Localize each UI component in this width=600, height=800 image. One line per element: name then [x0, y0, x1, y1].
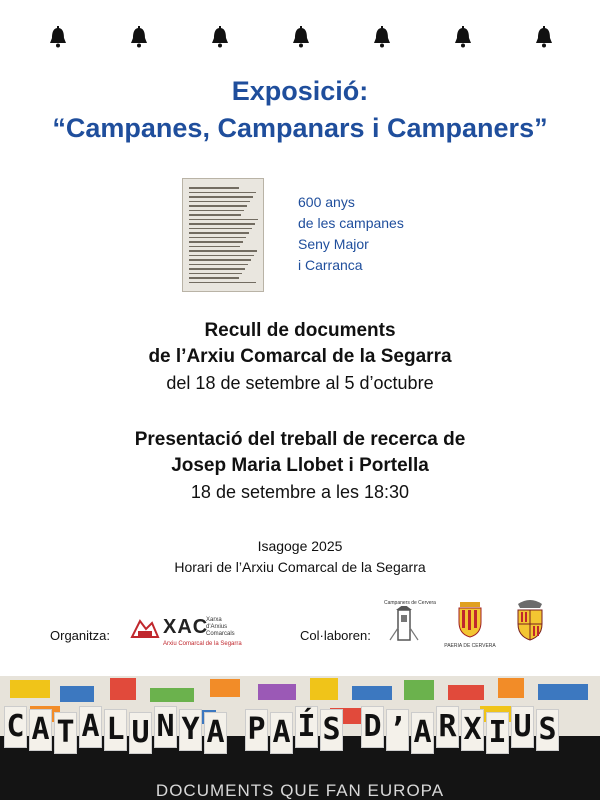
exhibition-line-1: Recull de documents [204, 320, 396, 341]
banner-motto: DOCUMENTS QUE FAN EUROPA [155, 781, 445, 800]
banner-letter: A [270, 712, 293, 754]
banner-letter: P [245, 709, 268, 751]
bell-icon [48, 26, 68, 48]
xac-logo [130, 615, 260, 647]
xac-small-line: Comarcals [206, 631, 235, 637]
manuscript-line [189, 268, 245, 270]
xac-small-line: d'Arxius [206, 624, 228, 630]
organizers-row [0, 600, 600, 650]
banner-letter: A [79, 706, 102, 748]
manuscript-line [189, 232, 249, 234]
organiza-label: Organitza: [50, 628, 110, 643]
exhibition-title [0, 74, 600, 148]
cervera-shield-icon [444, 600, 496, 638]
title-line-1: Exposició: [231, 76, 369, 106]
manuscript-line [189, 192, 256, 194]
banner-letter: T [54, 712, 77, 754]
campaners-caption: Campaners de Cervera [384, 600, 436, 606]
bell-row [0, 26, 600, 50]
manuscript-line [189, 187, 239, 189]
manuscript-line [189, 282, 256, 284]
manuscript-line [189, 205, 247, 207]
side-note-line: Seny Major [298, 236, 369, 252]
banner-letter: L [104, 709, 127, 751]
presentation-time: 18 de setembre a les 18:30 [190, 482, 410, 502]
manuscript-line [189, 264, 248, 266]
coat-of-arms-logo [512, 598, 548, 647]
manuscript-line [189, 237, 246, 239]
xac-small-line: Xarxa [206, 617, 222, 623]
banner-letter: I [486, 712, 509, 754]
side-note-line: 600 anys [298, 194, 355, 210]
manuscript-line [189, 201, 250, 203]
manuscript-line [189, 223, 255, 225]
side-note [298, 192, 404, 276]
presentation-line-2: Josep Maria Llobet i Portella [171, 455, 429, 476]
bell-icon [291, 26, 311, 48]
info-line-2: Horari de l’Arxiu Comarcal de la Segarra [174, 559, 426, 575]
banner-letter: A [29, 709, 52, 751]
manuscript-line [189, 255, 254, 257]
xac-logo-small [206, 617, 235, 638]
manuscript-line [189, 214, 241, 216]
bell-icon [210, 26, 230, 48]
campaners-logo [384, 600, 436, 647]
banner-letter: S [536, 709, 559, 751]
bell-icon [534, 26, 554, 48]
manuscript-line [189, 246, 240, 248]
manuscript-line [189, 210, 244, 212]
banner-letter: U [129, 712, 152, 754]
bell-tower-icon [384, 606, 424, 642]
banner-letter: Y [179, 709, 202, 751]
bell-icon [372, 26, 392, 48]
banner-letter: U [511, 706, 534, 748]
title-line-2: “Campanes, Campanars i Campaners” [52, 113, 548, 143]
manuscript-line [189, 250, 257, 252]
banner-letter: ’ [386, 709, 409, 751]
banner-letter: C [4, 706, 27, 748]
coat-of-arms-icon [512, 598, 548, 642]
side-note-line: de les campanes [298, 215, 404, 231]
presentation-line-1: Presentació del treball de recerca de [134, 429, 466, 450]
paeria-logo [444, 600, 496, 649]
manuscript-line [189, 196, 253, 198]
banner-letter: Í [295, 706, 318, 748]
manuscript-line [189, 259, 251, 261]
manuscript-line [189, 228, 252, 230]
manuscript-line [189, 277, 239, 279]
xac-mark-icon [130, 617, 160, 639]
banner-letters [0, 706, 600, 756]
bell-icon [453, 26, 473, 48]
presentation-block [0, 427, 600, 505]
banner-letter: N [154, 706, 177, 748]
xac-logo-text: XAC [163, 616, 209, 638]
info-block [0, 536, 600, 578]
paeria-caption: PAERIA DE CERVERA [444, 643, 496, 649]
side-note-line: i Carranca [298, 257, 363, 273]
exhibition-block [0, 318, 600, 396]
banner-letter: D [361, 706, 384, 748]
bell-icon [129, 26, 149, 48]
exhibition-line-2: de l’Arxiu Comarcal de la Segarra [148, 346, 452, 367]
banner-letter: A [411, 712, 434, 754]
banner-letter: A [204, 712, 227, 754]
manuscript-line [189, 273, 242, 275]
collaborate-label: Col·laboren: [300, 628, 371, 643]
manuscript-line [189, 219, 258, 221]
banner-letter: X [461, 709, 484, 751]
banner-letter: S [320, 709, 343, 751]
manuscript-image [182, 178, 264, 292]
manuscript-line [189, 241, 243, 243]
xac-logo-subtitle: Arxiu Comarcal de la Segarra [163, 641, 242, 647]
info-line-1: Isagoge 2025 [257, 538, 343, 554]
banner-letter: R [436, 706, 459, 748]
exhibition-dates: del 18 de setembre al 5 d’octubre [166, 373, 434, 393]
